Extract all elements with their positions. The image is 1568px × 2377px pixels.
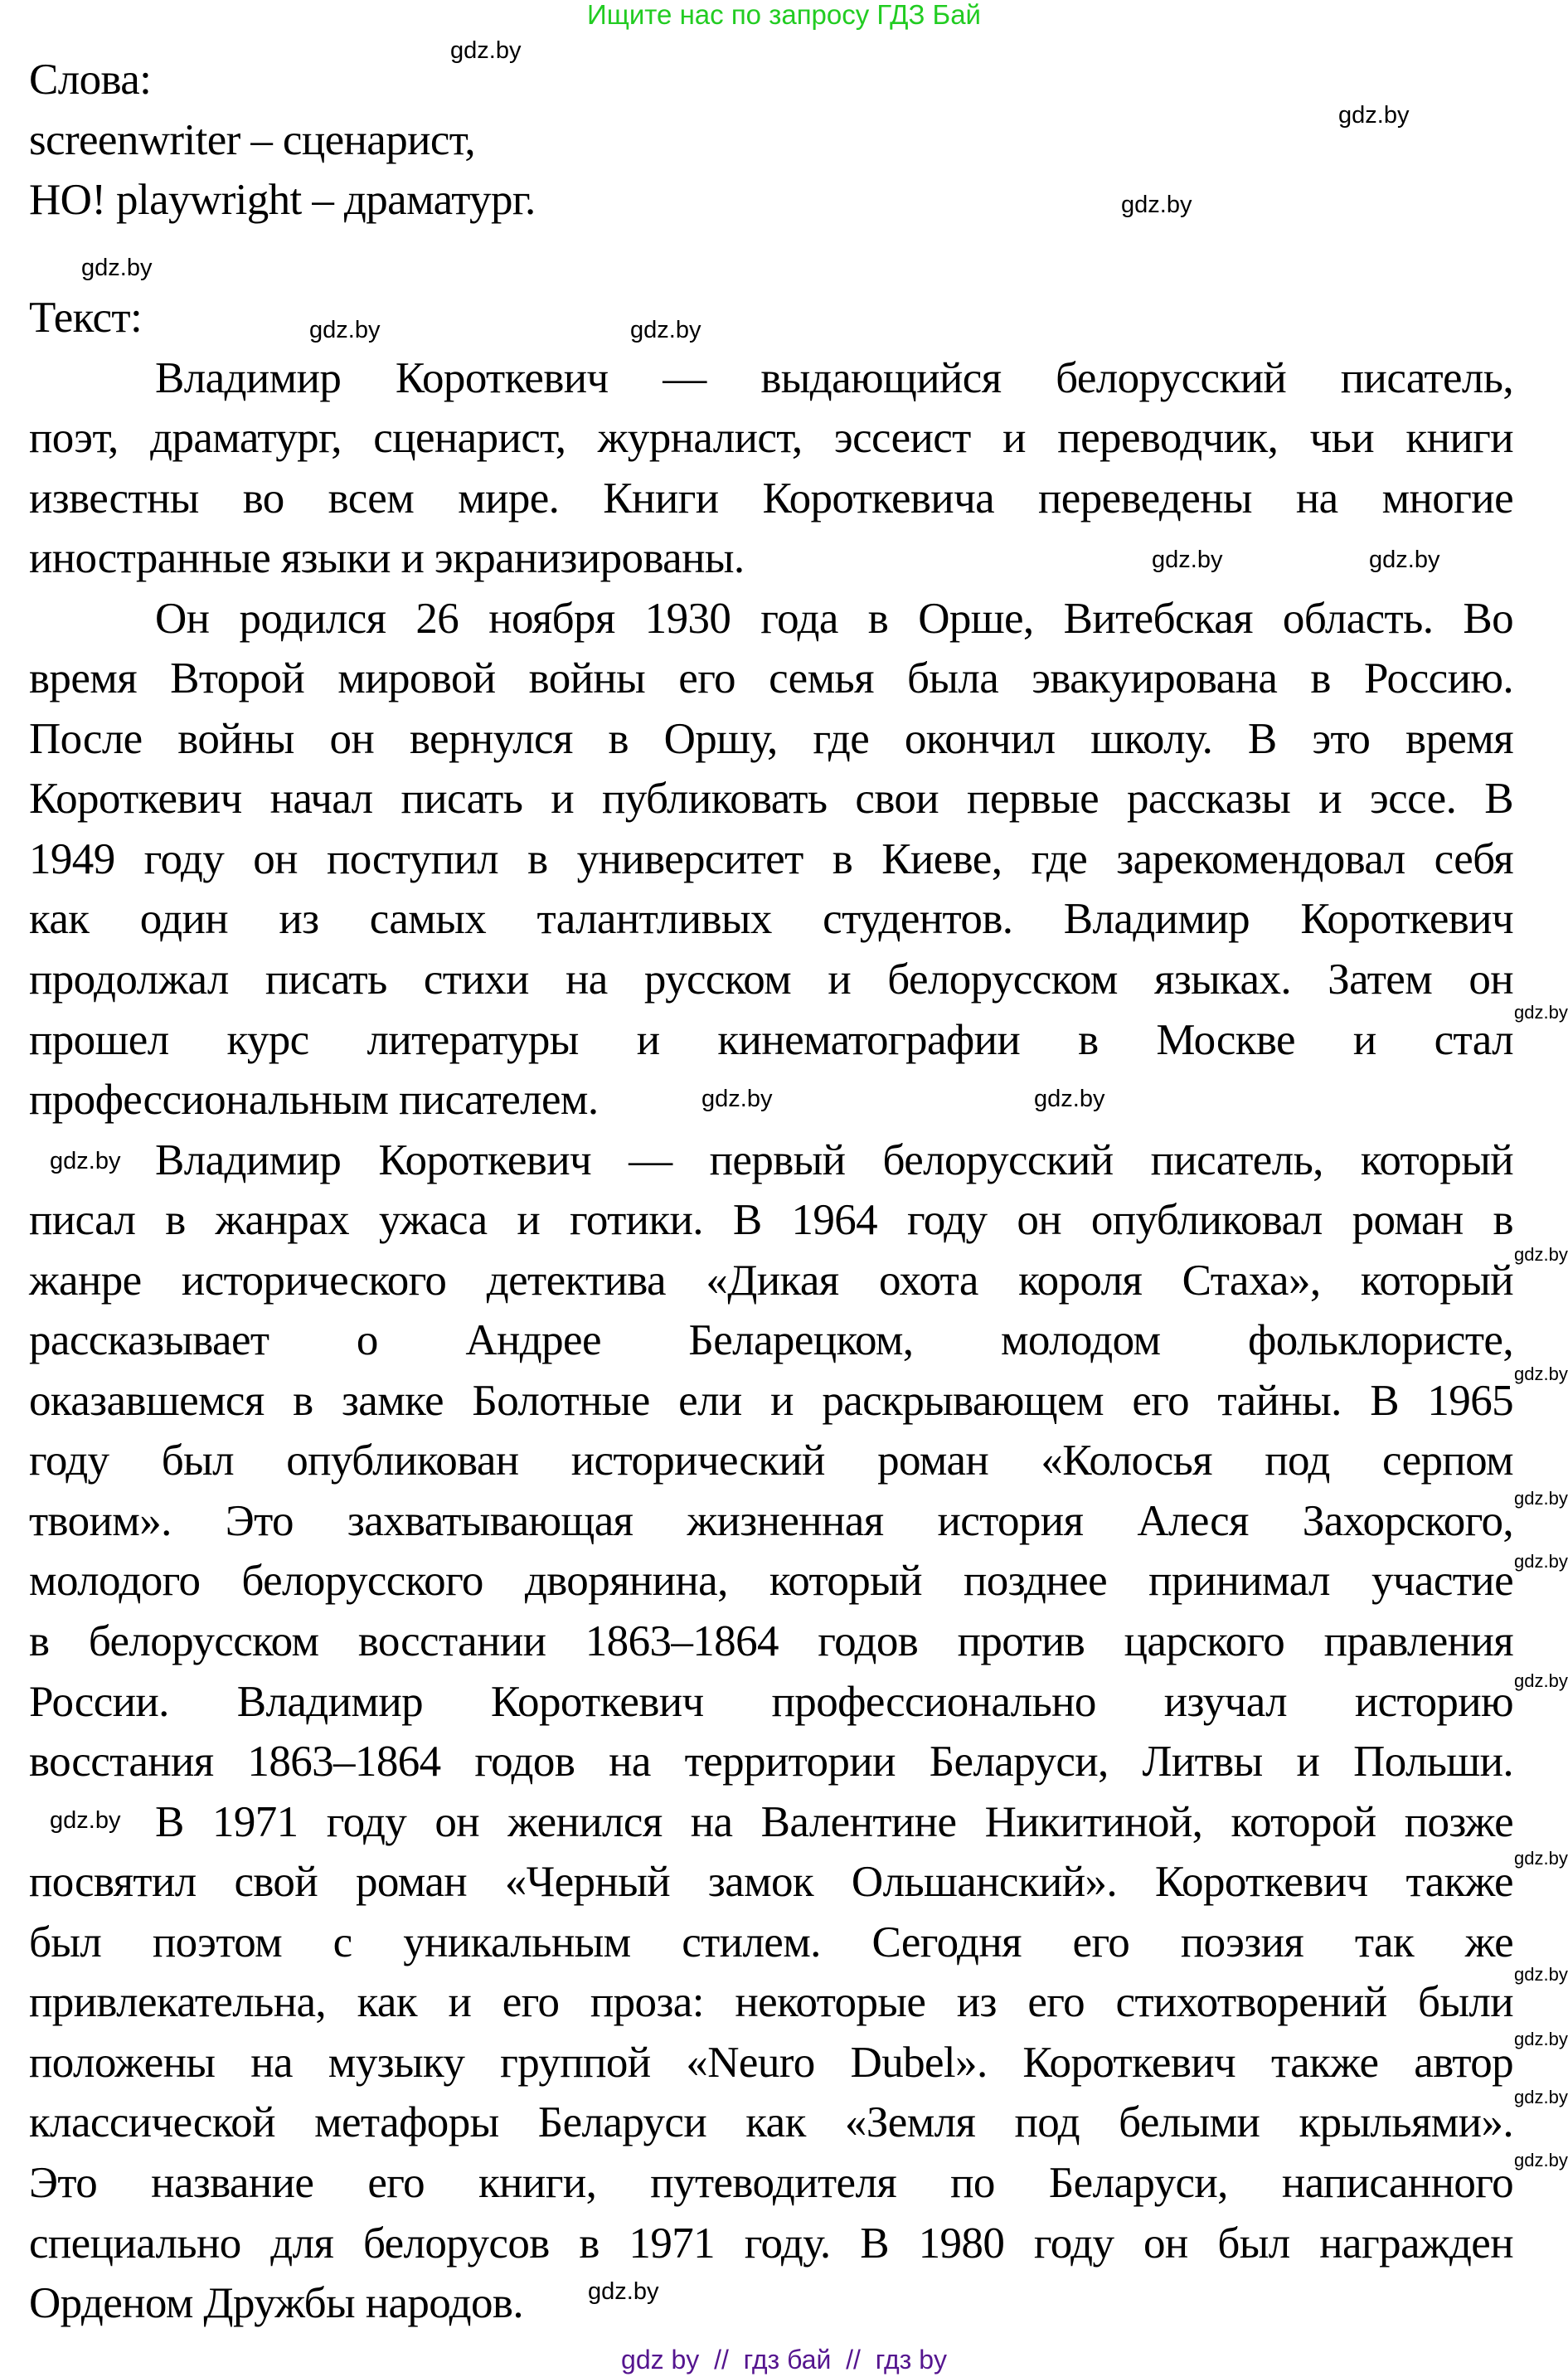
text-line: специально для белорусов в 1971 году. В 1980 году он был награжден	[29, 2219, 1513, 2268]
text-line-row	[29, 1913, 1513, 1973]
word-item: screenwriter – сценарист,	[29, 115, 476, 164]
text-line: классической метафоры Беларуси как «Земля под белыми крыльями».	[29, 2098, 1513, 2147]
watermark-text: gdz.by	[1514, 1551, 1568, 1572]
text-line-row	[29, 1611, 1513, 1672]
text-line: был поэтом с уникальным стилем. Сегодня его поэзия так же	[29, 1918, 1513, 1966]
word-item: НО! playwright – драматург.	[29, 176, 536, 225]
text-line-row	[29, 1130, 1513, 1191]
text-line-row	[29, 1190, 1513, 1251]
watermark-text: gdz.by	[1514, 1244, 1568, 1265]
text-line: оказавшемся в замке Болотные ели и раскрывающем его тайны. В 1965	[29, 1376, 1513, 1425]
text-line-row	[29, 1672, 1513, 1733]
text-line-row	[29, 1371, 1513, 1432]
watermark-text: gdz.by	[630, 317, 701, 343]
text-line-row	[29, 2273, 1513, 2334]
text-line: в белорусском восстании 1863–1864 годов против царского правления	[29, 1617, 1513, 1666]
text-line: как один из самых талантливых студентов. Владимир Короткевич	[29, 895, 1513, 944]
text-line: профессиональным писателем.	[29, 1076, 599, 1125]
watermark-text: gdz.by	[309, 317, 381, 343]
watermark-text: gdz.by	[1034, 1086, 1105, 1112]
text-line-row	[29, 1310, 1513, 1371]
text-line-row	[29, 528, 1513, 589]
watermark-text: gdz.by	[1369, 547, 1440, 573]
text-line-row	[29, 2153, 1513, 2214]
watermark-text: gdz.by	[1152, 547, 1223, 573]
text-line-row	[29, 1852, 1513, 1913]
text-line: молодого белорусского дворянина, который позднее принимал участие	[29, 1557, 1513, 1606]
text-line-row	[29, 2214, 1513, 2274]
text-line: После войны он вернулся в Оршу, где окончил школу. В это время	[29, 714, 1513, 763]
text-line-row	[29, 1551, 1513, 1611]
text-section	[29, 288, 1513, 2334]
text-line: России. Владимир Короткевич профессионально изучал историю	[29, 1677, 1513, 1726]
words-heading: Слова:	[29, 56, 152, 104]
text-line-row	[29, 2093, 1513, 2153]
watermark-text: gdz.by	[1514, 1488, 1568, 1509]
text-line: продолжал писать стихи на русском и белорусском языках. Затем он	[29, 955, 1513, 1004]
text-line: Короткевич начал писать и публиковать свои первые рассказы и эссе. В	[29, 775, 1513, 824]
text-line: рассказывает о Андрее Беларецком, молодом фольклористе,	[29, 1316, 1513, 1365]
text-line-row	[29, 1972, 1513, 2033]
text-line-row	[29, 1251, 1513, 1311]
text-line-row	[29, 1792, 1513, 1853]
text-line-row	[29, 1732, 1513, 1792]
text-line: поэт, драматург, сценарист, журналист, эссеист и переводчик, чьи книги	[29, 414, 1513, 463]
search-hint-banner: Ищите нас по запросу ГДЗ Бай	[587, 0, 981, 30]
text-line: восстания 1863–1864 годов на территории Беларуси, Литвы и Польши.	[29, 1738, 1513, 1786]
words-heading-row	[29, 50, 1513, 110]
text-line-row	[29, 348, 1513, 409]
watermark-text: gdz.by	[1514, 1363, 1568, 1384]
watermark-text: gdz.by	[1514, 1002, 1568, 1023]
text-line: Владимир Короткевич — первый белорусский писатель, который	[155, 1135, 1513, 1184]
watermark-text: gdz.by	[1514, 1670, 1568, 1691]
text-line-row	[29, 889, 1513, 950]
word-item-row	[29, 170, 1513, 231]
text-line-row	[29, 589, 1513, 649]
watermark-text: gdz.by	[1514, 2087, 1568, 2107]
text-line-row	[29, 2033, 1513, 2093]
text-line-row	[29, 1431, 1513, 1491]
watermark-text: gdz.by	[701, 1086, 773, 1112]
text-line-row	[29, 769, 1513, 829]
text-line: посвятил свой роман «Черный замок Ольшанский». Короткевич также	[29, 1858, 1513, 1907]
footer-links: gdz by // гдз бай // гдз by	[621, 2345, 947, 2375]
text-line: иностранные языки и экранизированы.	[29, 534, 745, 583]
text-line: известны во всем мире. Книги Короткевича переведены на многие	[29, 474, 1513, 523]
search-hint-banner-row	[0, 0, 1568, 30]
text-line: привлекательна, как и его проза: некоторые из его стихотворений были	[29, 1978, 1513, 2027]
text-line-row	[29, 408, 1513, 469]
watermark-text: gdz.by	[450, 37, 522, 64]
text-line: прошел курс литературы и кинематографии в Москве и стал	[29, 1015, 1513, 1064]
watermark-text: gdz.by	[1514, 2150, 1568, 2170]
text-line-row	[29, 649, 1513, 709]
text-heading-row	[29, 288, 1513, 348]
words-section	[29, 50, 1513, 231]
text-line-row	[29, 1010, 1513, 1071]
text-heading: Текст:	[29, 294, 143, 342]
watermark-text: gdz.by	[81, 255, 153, 281]
text-line: жанре исторического детектива «Дикая охота короля Стаха», который	[29, 1256, 1513, 1305]
text-line: 1949 году он поступил в университет в Киеве, где зарекомендовал себя	[29, 834, 1513, 883]
word-item-row	[29, 110, 1513, 171]
text-line: писал в жанрах ужаса и готики. В 1964 году он опубликовал роман в	[29, 1196, 1513, 1245]
text-line: твоим». Это захватывающая жизненная история Алеся Захорского,	[29, 1496, 1513, 1545]
text-line-row	[29, 829, 1513, 890]
text-line: время Второй мировой войны его семья была эвакуирована в Россию.	[29, 654, 1513, 703]
text-line: Это название его книги, путеводителя по Беларуси, написанного	[29, 2158, 1513, 2207]
text-line-row	[29, 950, 1513, 1010]
text-line: Орденом Дружбы народов.	[29, 2279, 524, 2328]
text-line: положены на музыку группой «Neuro Dubel». Короткевич также автор	[29, 2038, 1513, 2087]
text-line-row	[29, 1491, 1513, 1552]
text-line: Он родился 26 ноября 1930 года в Орше, Витебская область. Во	[155, 594, 1513, 643]
text-line-row	[29, 469, 1513, 529]
watermark-text: gdz.by	[588, 2278, 659, 2305]
watermark-text: gdz.by	[1338, 102, 1410, 129]
watermark-text: gdz.by	[50, 1807, 121, 1834]
watermark-text: gdz.by	[1514, 1848, 1568, 1869]
watermark-text: gdz.by	[1514, 1964, 1568, 1985]
text-line: В 1971 году он женился на Валентине Никитиной, которой позже	[155, 1797, 1513, 1846]
text-line: году был опубликован исторический роман «Колосья под серпом	[29, 1436, 1513, 1485]
text-line-row	[29, 709, 1513, 770]
watermark-text: gdz.by	[1121, 192, 1192, 218]
watermark-text: gdz.by	[50, 1148, 121, 1174]
text-line: Владимир Короткевич — выдающийся белорусский писатель,	[155, 353, 1513, 402]
watermark-text: gdz.by	[1514, 2029, 1568, 2049]
footer-row	[0, 2344, 1568, 2375]
